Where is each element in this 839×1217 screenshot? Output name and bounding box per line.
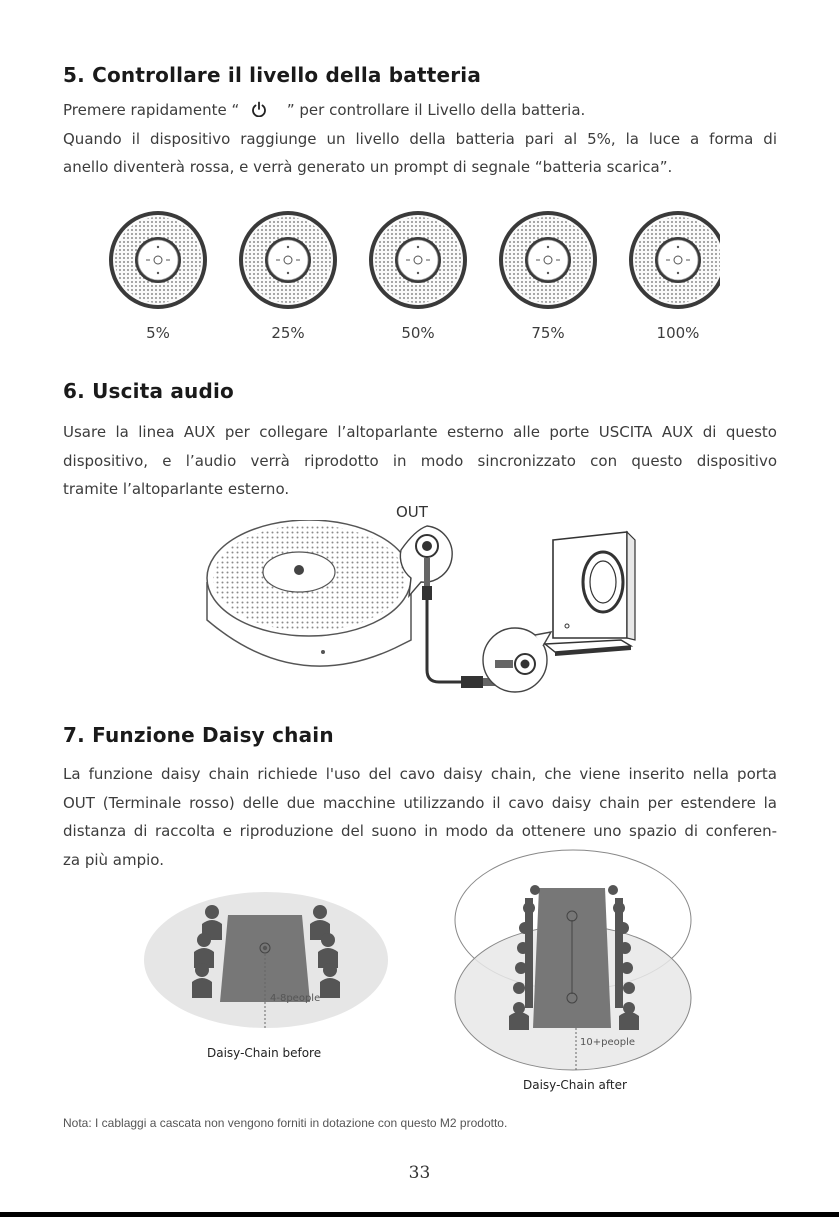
level-100: 100% <box>656 324 700 342</box>
external-speaker <box>545 532 635 656</box>
section6-line2: dispositivo, e l’audio verrà riprodotto in modo sincronizzato con questo dispositivo <box>63 451 777 470</box>
section6-text <box>63 418 777 504</box>
page-number: 33 <box>408 1163 431 1183</box>
speaker-100-percent <box>629 211 720 309</box>
after-caption: Daisy-Chain after <box>523 1078 627 1092</box>
note-text: Nota: I cablaggi a cascata non vengono forniti in dotazione con questo M2 prodotto. <box>63 1116 508 1130</box>
section6-line3: tramite l’altoparlante esterno. <box>63 480 290 498</box>
section7-line2: OUT (Terminale rosso) delle due macchine utilizzando il cavo daisy chain per estendere la <box>63 793 777 812</box>
out-label: OUT <box>396 503 428 521</box>
section5-line2: Quando il dispositivo raggiunge un livello della batteria pari al 5%, la luce a forma di <box>63 129 777 148</box>
section5-line3: anello diventerà rossa, e verrà generato un prompt di segnale “batteria scarica”. <box>63 158 673 176</box>
daisy-chain-after-diagram <box>453 848 695 1074</box>
conference-speaker <box>207 520 411 666</box>
section7-title: 7. Funzione Daisy chain <box>63 723 334 747</box>
level-25: 25% <box>271 324 305 342</box>
section6-title: 6. Uscita audio <box>63 379 234 403</box>
after-people-count: 10+people <box>580 1037 635 1048</box>
section7-line1: La funzione daisy chain richiede l'uso del cavo daisy chain, che viene inserito nella porta <box>63 765 777 783</box>
speaker-25-percent <box>239 211 337 309</box>
battery-level-speakers <box>100 208 720 318</box>
section5-line1: Premere rapidamente “ ” per controllare il Livello della batteria. <box>63 101 586 119</box>
section5-title: 5. Controllare il livello della batteria <box>63 63 482 87</box>
aux-connection-diagram <box>195 520 645 710</box>
section7-line4: za più ampio. <box>63 850 164 869</box>
level-5: 5% <box>146 324 170 342</box>
before-people-count: 4-8people <box>270 993 321 1004</box>
before-caption: Daisy-Chain before <box>207 1046 322 1060</box>
speaker-5-percent <box>109 211 207 309</box>
level-50: 50% <box>401 324 435 342</box>
daisy-chain-before-diagram <box>142 890 392 1030</box>
power-icon <box>250 101 268 117</box>
bottom-border <box>0 1212 839 1217</box>
level-75: 75% <box>531 324 565 342</box>
speaker-50-percent <box>369 211 467 309</box>
section5-text <box>63 96 777 182</box>
section7-line3: distanza di raccolta e riproduzione del suono in modo da ottenere uno spazio di conferen- <box>63 822 777 840</box>
speaker-75-percent <box>499 211 597 309</box>
section6-line1: Usare la linea AUX per collegare l’altoparlante esterno alle porte USCITA AUX di questo <box>63 423 777 441</box>
aux-port-callout <box>483 628 551 692</box>
